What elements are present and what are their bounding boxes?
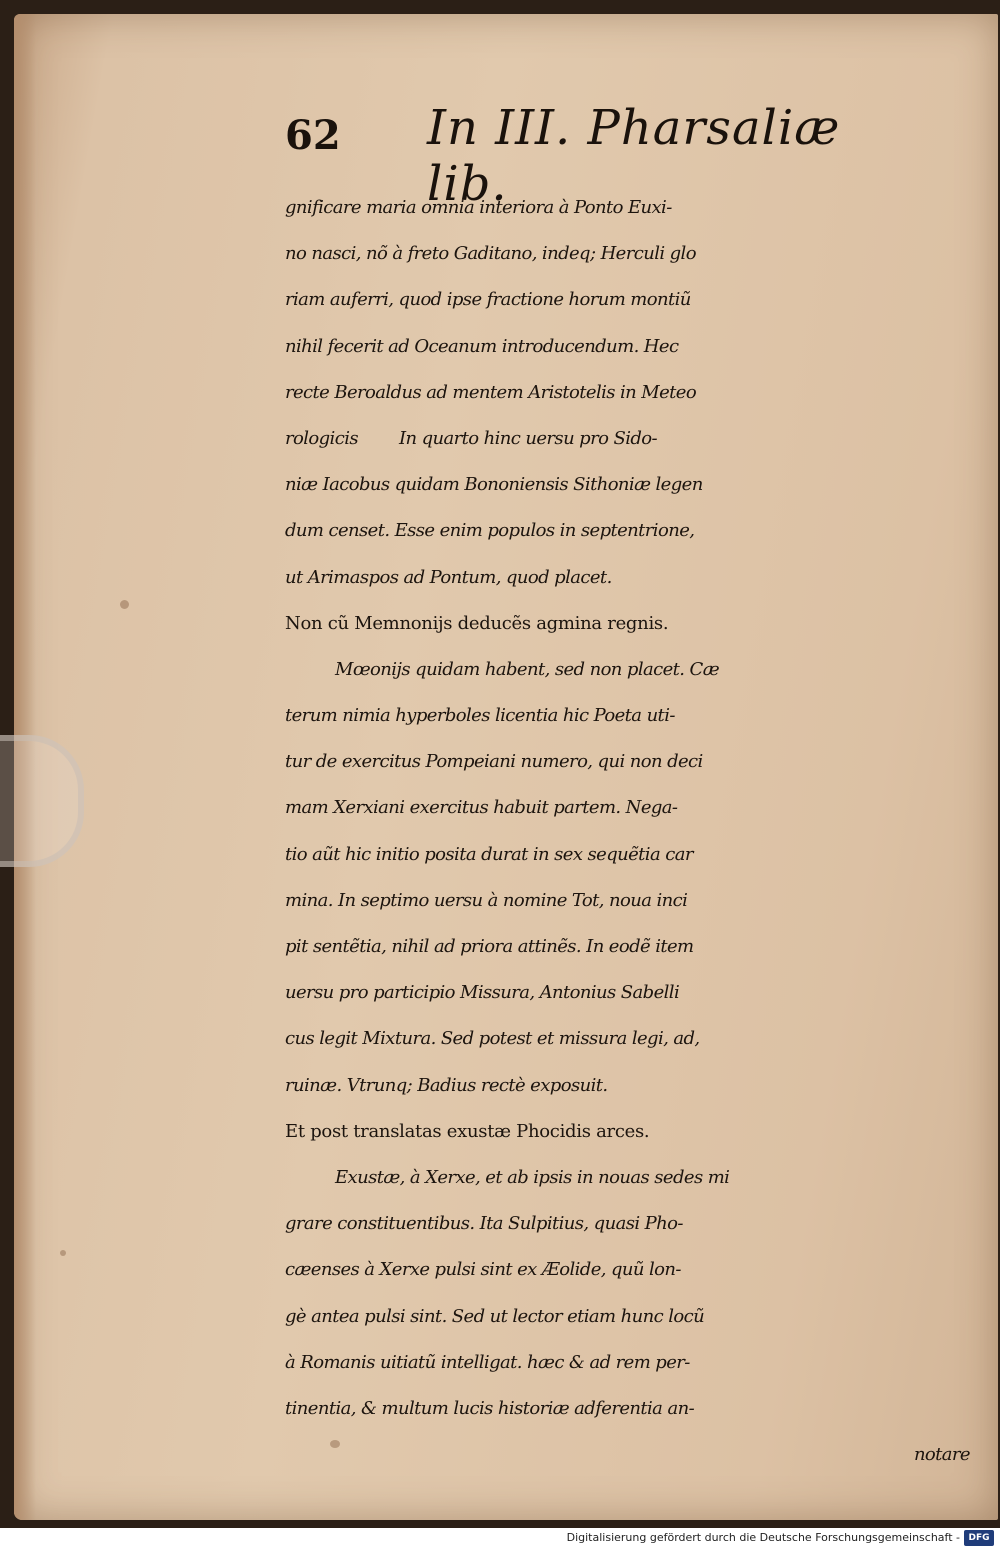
text-line: pit sentẽtia, nihil ad priora attinẽs. In eodẽ item (285, 936, 694, 957)
dfg-logo: DFG (964, 1530, 994, 1546)
text-line: gè antea pulsi sint. Sed ut lector etiam hunc locũ (285, 1305, 705, 1327)
text-line: gnificare maria omnia interiora à Ponto Euxi- (285, 197, 672, 218)
stain-spot (60, 1250, 66, 1256)
catchword: notare (913, 1444, 970, 1466)
body-text (285, 185, 980, 1478)
text-line: cus legit Mixtura. Sed potest et missura legi, ad, (285, 1028, 700, 1050)
text-line: uersu pro participio Missura, Antonius Sabelli (285, 982, 680, 1004)
text-line: tur de exercitus Pompeiani numero, qui non deci (285, 751, 703, 773)
text-line: mina. In septimo uersu à nomine Tot, noua inci (285, 889, 688, 911)
running-title: In III. Pharsaliæ lib. (427, 100, 841, 212)
text-line: rologicis In quarto hinc uersu pro Sido- (285, 427, 657, 449)
text-line: grare constituentibus. Ita Sulpitius, quasi Pho- (285, 1213, 683, 1235)
page-number: 62 (285, 112, 341, 159)
text-line: ut Arimaspos ad Pontum, quod placet. (285, 566, 612, 588)
footer-bar (0, 1528, 1000, 1550)
text-line: Exustæ, à Xerxe, et ab ipsis in nouas sedes mi (335, 1166, 730, 1188)
funding-credit: Digitalisierung gefördert durch die Deutsche Forschungsgemeinschaft - (566, 1531, 960, 1544)
text-line: tio aũt hic initio posita durat in sex sequẽtia car (285, 843, 693, 865)
text-line: ruinæ. Vtrunq; Badius rectè exposuit. (285, 1074, 608, 1096)
text-line: mam Xerxiani exercitus habuit partem. Nega- (285, 797, 678, 819)
text-line: cæenses à Xerxe pulsi sint ex Æolide, quũ lon- (285, 1259, 681, 1281)
text-line: no nasci, nõ à freto Gaditano, indeq; Herculi glo (285, 243, 696, 265)
text-line: Mœonijs quidam habent, sed non placet. Cæ (335, 658, 720, 680)
text-line: nihil fecerit ad Oceanum introducendum. Hec (285, 335, 679, 357)
text-line: à Romanis uitiatũ intelligat. hæc & ad rem per- (285, 1351, 690, 1373)
text-line: riam auferri, quod ipse fractione horum montiũ (285, 289, 691, 311)
lemma-line: Et post translatas exustæ Phocidis arces. (285, 1120, 650, 1142)
text-line: tinentia, & multum lucis historiæ adferentia an- (285, 1397, 695, 1419)
stain-spot (120, 600, 129, 609)
text-line: recte Beroaldus ad mentem Aristotelis in Meteo (285, 381, 697, 403)
text-line: dum censet. Esse enim populos in septentrione, (285, 520, 695, 542)
text-line: terum nimia hyperboles licentia hic Poeta uti- (285, 705, 675, 727)
lemma-line: Non cũ Memnonijs deducẽs agmina regnis. (285, 612, 669, 634)
text-line: niæ Iacobus quidam Bononiensis Sithoniæ legen (285, 474, 703, 496)
